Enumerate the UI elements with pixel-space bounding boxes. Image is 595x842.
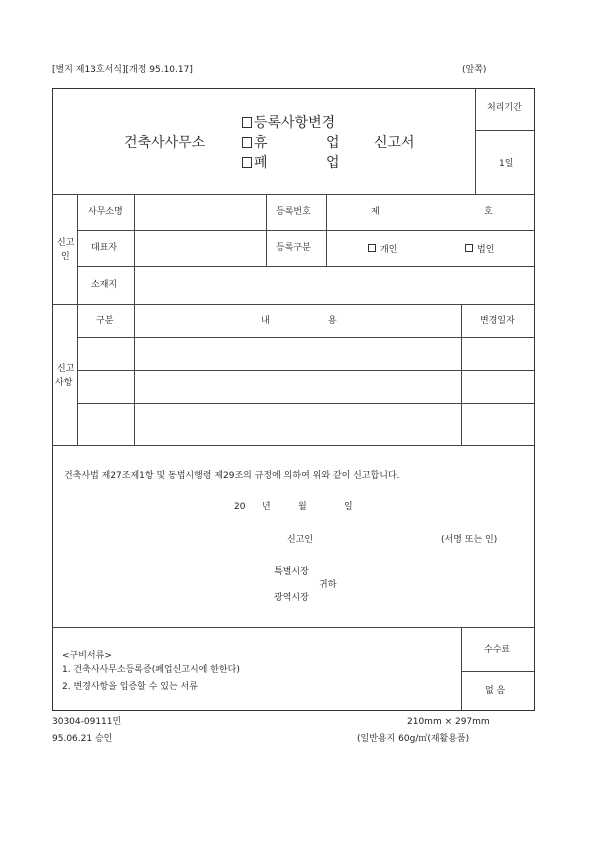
processing-line <box>475 130 535 131</box>
reg-no-label: 등록번호 <box>276 207 311 217</box>
reporter-sign-label: 신고인 <box>287 535 314 545</box>
title-main: 건축사사무소 <box>124 135 206 151</box>
processing-value: 1일 <box>499 159 514 169</box>
reporter-row-line-2 <box>77 266 535 267</box>
address-label: 소재지 <box>91 280 118 290</box>
page-side: (앞쪽) <box>462 65 487 75</box>
details-top-line <box>52 304 535 305</box>
attachment-item-1: 1. 건축사사무소등록증(폐업신고시에 한한다) <box>62 665 240 675</box>
form-number: [별지 제13호서식][개정 95.10.17] <box>52 65 193 75</box>
office-name-label: 사무소명 <box>88 207 123 217</box>
attachments-top-line <box>52 627 535 628</box>
col-content-header-b: 용 <box>328 316 337 326</box>
date-year-prefix: 20 <box>234 502 246 512</box>
processing-label: 처리기간 <box>487 103 522 113</box>
footer-size: 210mm × 297mm <box>407 717 490 727</box>
details-bottom-line <box>52 445 535 446</box>
mayor-special: 특별시장 <box>274 567 309 577</box>
checkbox-icon <box>242 137 252 148</box>
details-row-line-2 <box>77 370 535 371</box>
type-individual-option[interactable]: 개인 <box>368 244 397 255</box>
mayor-metro: 광역시장 <box>274 593 309 603</box>
reg-no-suffix: 호 <box>484 207 493 217</box>
details-label-divider <box>77 304 78 445</box>
footer-approved: 95.06.21 승인 <box>52 734 113 744</box>
reporter-row-line-1 <box>77 230 535 231</box>
date-month: 월 <box>298 502 307 512</box>
details-col2-divider <box>461 304 462 445</box>
title-option-close-b: 업 <box>326 155 340 171</box>
to-label: 귀하 <box>319 580 337 590</box>
col-content-header: 내 <box>261 316 270 326</box>
col-date-header: 변경일자 <box>480 316 515 326</box>
checkbox-icon <box>242 157 252 168</box>
form-frame <box>52 88 535 711</box>
title-option-suspend-b: 업 <box>326 135 340 151</box>
footer-paper: (일반용지 60g/㎡(재활용품) <box>357 734 470 744</box>
title-option-change[interactable]: 등록사항변경 <box>242 116 335 130</box>
details-row-line-3 <box>77 403 535 404</box>
checkbox-icon <box>242 117 252 128</box>
checkbox-icon <box>368 244 376 252</box>
rep-label: 대표자 <box>91 243 118 253</box>
date-day: 일 <box>344 502 353 512</box>
title-option-close[interactable]: 폐 <box>242 156 268 170</box>
declaration-text: 건축사법 제27조제1항 및 동법시행령 제29조의 규정에 의하여 위와 같이 신고합니다. <box>64 471 400 481</box>
details-row-line-1 <box>77 337 535 338</box>
sign-hint: (서명 또는 인) <box>441 535 498 545</box>
reporter-col1-divider <box>134 194 135 304</box>
attachments-title: <구비서류> <box>62 651 112 661</box>
attachment-item-2: 2. 변경사항을 입증할 수 있는 서류 <box>62 682 198 692</box>
footer-code: 30304-09111민 <box>52 717 122 727</box>
title-doc-type: 신고서 <box>374 135 415 151</box>
type-corporate-option[interactable]: 법인 <box>465 244 494 255</box>
details-section-label: 신고 <box>57 364 75 374</box>
date-year: 년 <box>262 502 271 512</box>
reporter-section-label: 신고 <box>57 238 75 248</box>
details-col1-divider <box>134 304 135 445</box>
reg-no-prefix: 제 <box>371 207 380 217</box>
col-type-header: 구분 <box>96 316 114 326</box>
fee-label: 수수료 <box>484 645 511 655</box>
processing-divider <box>475 88 476 195</box>
reporter-top-line <box>52 194 535 195</box>
reg-type-label: 등록구분 <box>276 243 311 253</box>
fee-divider <box>461 627 462 711</box>
reporter-label-divider <box>77 194 78 304</box>
title-option-suspend[interactable]: 휴 <box>242 136 268 150</box>
checkbox-icon <box>465 244 473 252</box>
reporter-section-label-2: 인 <box>61 252 70 262</box>
fee-line <box>461 671 535 672</box>
fee-value: 없 음 <box>485 686 506 696</box>
details-section-label-2: 사항 <box>55 378 73 388</box>
